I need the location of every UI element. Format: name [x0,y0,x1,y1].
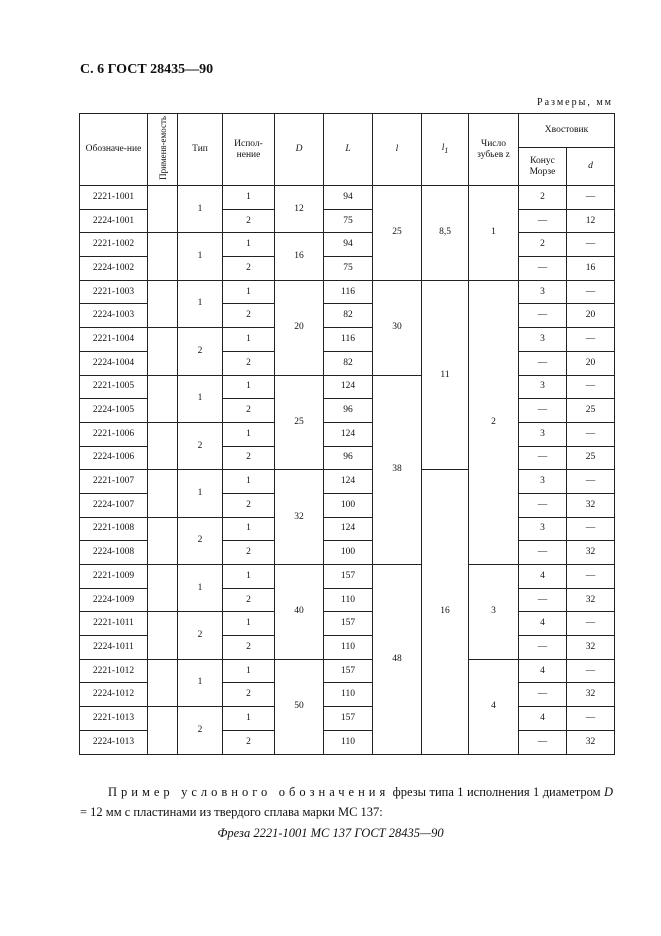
morse-cell: — [519,730,567,754]
example-designation: Фреза 2221-1001 МС 137 ГОСТ 28435—90 [217,826,444,840]
designation-cell: 2221-1013 [80,707,148,731]
morse-cell: — [519,209,567,233]
l1-cell: 16 [422,470,469,754]
table-row [80,233,615,257]
d-cell: 32 [567,730,615,754]
version-cell: 2 [223,493,275,517]
L-cell: 100 [324,541,373,565]
designation-cell: 2221-1007 [80,470,148,494]
morse-cell: 3 [519,517,567,541]
d-cell: — [567,565,615,589]
designation-cell: 2221-1006 [80,422,148,446]
table-row [80,659,615,683]
L-cell: 116 [324,280,373,304]
d-cell: — [567,233,615,257]
d-cell: — [567,186,615,210]
example-text2: = 12 мм с пластинами из твердого сплава марки МС 137: [80,805,383,819]
designation-cell: 2224-1009 [80,588,148,612]
table-row [80,375,615,399]
designation-cell: 2224-1004 [80,351,148,375]
l-cell: 30 [373,280,422,375]
d-cell: 32 [567,493,615,517]
type-cell: 1 [178,565,223,612]
d-cell: 25 [567,399,615,423]
morse-cell: 3 [519,470,567,494]
applicability-cell [148,659,178,706]
header-type: Тип [178,114,223,186]
d-cell: 16 [567,257,615,281]
L-cell: 100 [324,493,373,517]
version-cell: 2 [223,683,275,707]
morse-cell: 3 [519,422,567,446]
table-row [80,612,615,636]
designation-cell: 2221-1005 [80,375,148,399]
version-cell: 2 [223,588,275,612]
morse-cell: — [519,399,567,423]
units-note: Размеры, мм [537,97,613,108]
d-cell: — [567,470,615,494]
designation-cell: 2221-1009 [80,565,148,589]
teeth-cell: 3 [469,565,519,660]
morse-cell: 2 [519,186,567,210]
header-applicability [148,114,178,186]
header-l1-text: l [441,143,445,154]
L-cell: 157 [324,565,373,589]
teeth-cell: 2 [469,280,519,564]
type-cell: 1 [178,470,223,517]
version-cell: 1 [223,612,275,636]
applicability-cell [148,612,178,659]
applicability-cell [148,565,178,612]
designation-cell: 2221-1003 [80,280,148,304]
designation-cell: 2221-1004 [80,328,148,352]
applicability-cell [148,422,178,469]
morse-cell: — [519,304,567,328]
morse-cell: — [519,446,567,470]
table-row [80,186,615,210]
designation-cell: 2221-1011 [80,612,148,636]
version-cell: 2 [223,541,275,565]
header-designation: Обозначе-ние [80,114,148,186]
type-cell: 1 [178,233,223,280]
L-cell: 124 [324,422,373,446]
L-cell: 82 [324,351,373,375]
d-cell: — [567,375,615,399]
version-cell: 1 [223,517,275,541]
morse-cell: — [519,636,567,660]
designation-cell: 2224-1002 [80,257,148,281]
table-row [80,280,615,304]
d-cell: 32 [567,683,615,707]
teeth-cell: 4 [469,659,519,754]
table-row [80,422,615,446]
L-cell: 124 [324,375,373,399]
version-cell: 1 [223,707,275,731]
example-var: D [603,785,614,799]
type-cell: 2 [178,328,223,375]
designation-cell: 2224-1006 [80,446,148,470]
version-cell: 1 [223,328,275,352]
version-cell: 1 [223,280,275,304]
header-shank: Хвостовик [519,114,615,148]
type-cell: 1 [178,280,223,327]
morse-cell: — [519,683,567,707]
type-cell: 2 [178,707,223,754]
l1-cell: 8,5 [422,186,469,281]
d-cell: — [567,422,615,446]
version-cell: 2 [223,304,275,328]
applicability-cell [148,517,178,564]
d-cell: 32 [567,588,615,612]
L-cell: 110 [324,730,373,754]
d-cell: — [567,328,615,352]
applicability-cell [148,186,178,233]
designation-cell: 2224-1003 [80,304,148,328]
designation-cell: 2221-1001 [80,186,148,210]
d-cell: 32 [567,636,615,660]
l1-cell: 11 [422,280,469,470]
version-cell: 2 [223,730,275,754]
version-cell: 2 [223,399,275,423]
teeth-cell: 1 [469,186,519,281]
D-cell: 20 [275,280,324,375]
morse-cell: — [519,257,567,281]
L-cell: 96 [324,446,373,470]
L-cell: 75 [324,257,373,281]
D-cell: 40 [275,565,324,660]
L-cell: 110 [324,636,373,660]
version-cell: 2 [223,351,275,375]
morse-cell: 2 [519,233,567,257]
morse-cell: 4 [519,707,567,731]
d-cell: — [567,659,615,683]
designation-cell: 2221-1002 [80,233,148,257]
morse-cell: — [519,541,567,565]
table-row [80,328,615,352]
header-teeth: Число зубьев z [469,114,519,186]
L-cell: 110 [324,683,373,707]
header-d: d [567,148,615,186]
D-cell: 16 [275,233,324,280]
applicability-cell [148,233,178,280]
type-cell: 2 [178,517,223,564]
header-l1 [422,114,469,186]
D-cell: 25 [275,375,324,470]
designation-cell: 2224-1001 [80,209,148,233]
designation-cell: 2224-1012 [80,683,148,707]
L-cell: 94 [324,186,373,210]
header-l: l [373,114,422,186]
D-cell: 12 [275,186,324,233]
version-cell: 2 [223,636,275,660]
d-cell: 12 [567,209,615,233]
L-cell: 157 [324,659,373,683]
table-row [80,470,615,494]
applicability-cell [148,280,178,327]
morse-cell: 4 [519,565,567,589]
version-cell: 2 [223,446,275,470]
morse-cell: 3 [519,280,567,304]
type-cell: 1 [178,186,223,233]
L-cell: 94 [324,233,373,257]
d-cell: — [567,707,615,731]
header-morse: Конус Морзе [519,148,567,186]
l-cell: 48 [373,565,422,755]
morse-cell: 4 [519,659,567,683]
applicability-cell [148,707,178,754]
version-cell: 1 [223,233,275,257]
d-cell: 20 [567,351,615,375]
type-cell: 1 [178,375,223,422]
L-cell: 96 [324,399,373,423]
table-row [80,565,615,589]
example-text: фрезы типа 1 исполнения 1 диаметром [392,785,601,799]
version-cell: 1 [223,659,275,683]
L-cell: 82 [324,304,373,328]
version-cell: 1 [223,186,275,210]
designation-cell: 2221-1012 [80,659,148,683]
header-D: D [275,114,324,186]
d-cell: 25 [567,446,615,470]
L-cell: 157 [324,612,373,636]
morse-cell: — [519,351,567,375]
L-cell: 75 [324,209,373,233]
version-cell: 2 [223,209,275,233]
morse-cell: 3 [519,328,567,352]
table-row [80,517,615,541]
d-cell: 32 [567,541,615,565]
example-paragraph [80,782,613,822]
version-cell: 1 [223,470,275,494]
header-applicability-text: Применя-емость [157,115,168,180]
D-cell: 32 [275,470,324,565]
page-header: С. 6 ГОСТ 28435—90 [80,62,214,77]
version-cell: 1 [223,565,275,589]
designation-cell: 2224-1005 [80,399,148,423]
morse-cell: 3 [519,375,567,399]
L-cell: 124 [324,470,373,494]
table-row [80,707,615,731]
morse-cell: — [519,588,567,612]
designation-cell: 2221-1008 [80,517,148,541]
applicability-cell [148,375,178,422]
applicability-cell [148,470,178,517]
designation-cell: 2224-1013 [80,730,148,754]
type-cell: 1 [178,659,223,706]
morse-cell: — [519,493,567,517]
l-cell: 38 [373,375,422,565]
applicability-cell [148,328,178,375]
version-cell: 1 [223,422,275,446]
designation-cell: 2224-1007 [80,493,148,517]
designation-cell: 2224-1008 [80,541,148,565]
l-cell: 25 [373,186,422,281]
type-cell: 2 [178,422,223,469]
d-cell: 20 [567,304,615,328]
d-cell: — [567,612,615,636]
L-cell: 110 [324,588,373,612]
version-cell: 1 [223,375,275,399]
header-L: L [324,114,373,186]
type-cell: 2 [178,612,223,659]
D-cell: 50 [275,659,324,754]
header-l1-subscript: 1 [444,145,449,155]
header-version: Испол-нение [223,114,275,186]
L-cell: 157 [324,707,373,731]
L-cell: 116 [324,328,373,352]
L-cell: 124 [324,517,373,541]
designation-cell: 2224-1011 [80,636,148,660]
version-cell: 2 [223,257,275,281]
d-cell: — [567,280,615,304]
example-lead: Пример условного обозначения [108,785,390,799]
d-cell: — [567,517,615,541]
morse-cell: 4 [519,612,567,636]
dimensions-table [79,113,615,755]
